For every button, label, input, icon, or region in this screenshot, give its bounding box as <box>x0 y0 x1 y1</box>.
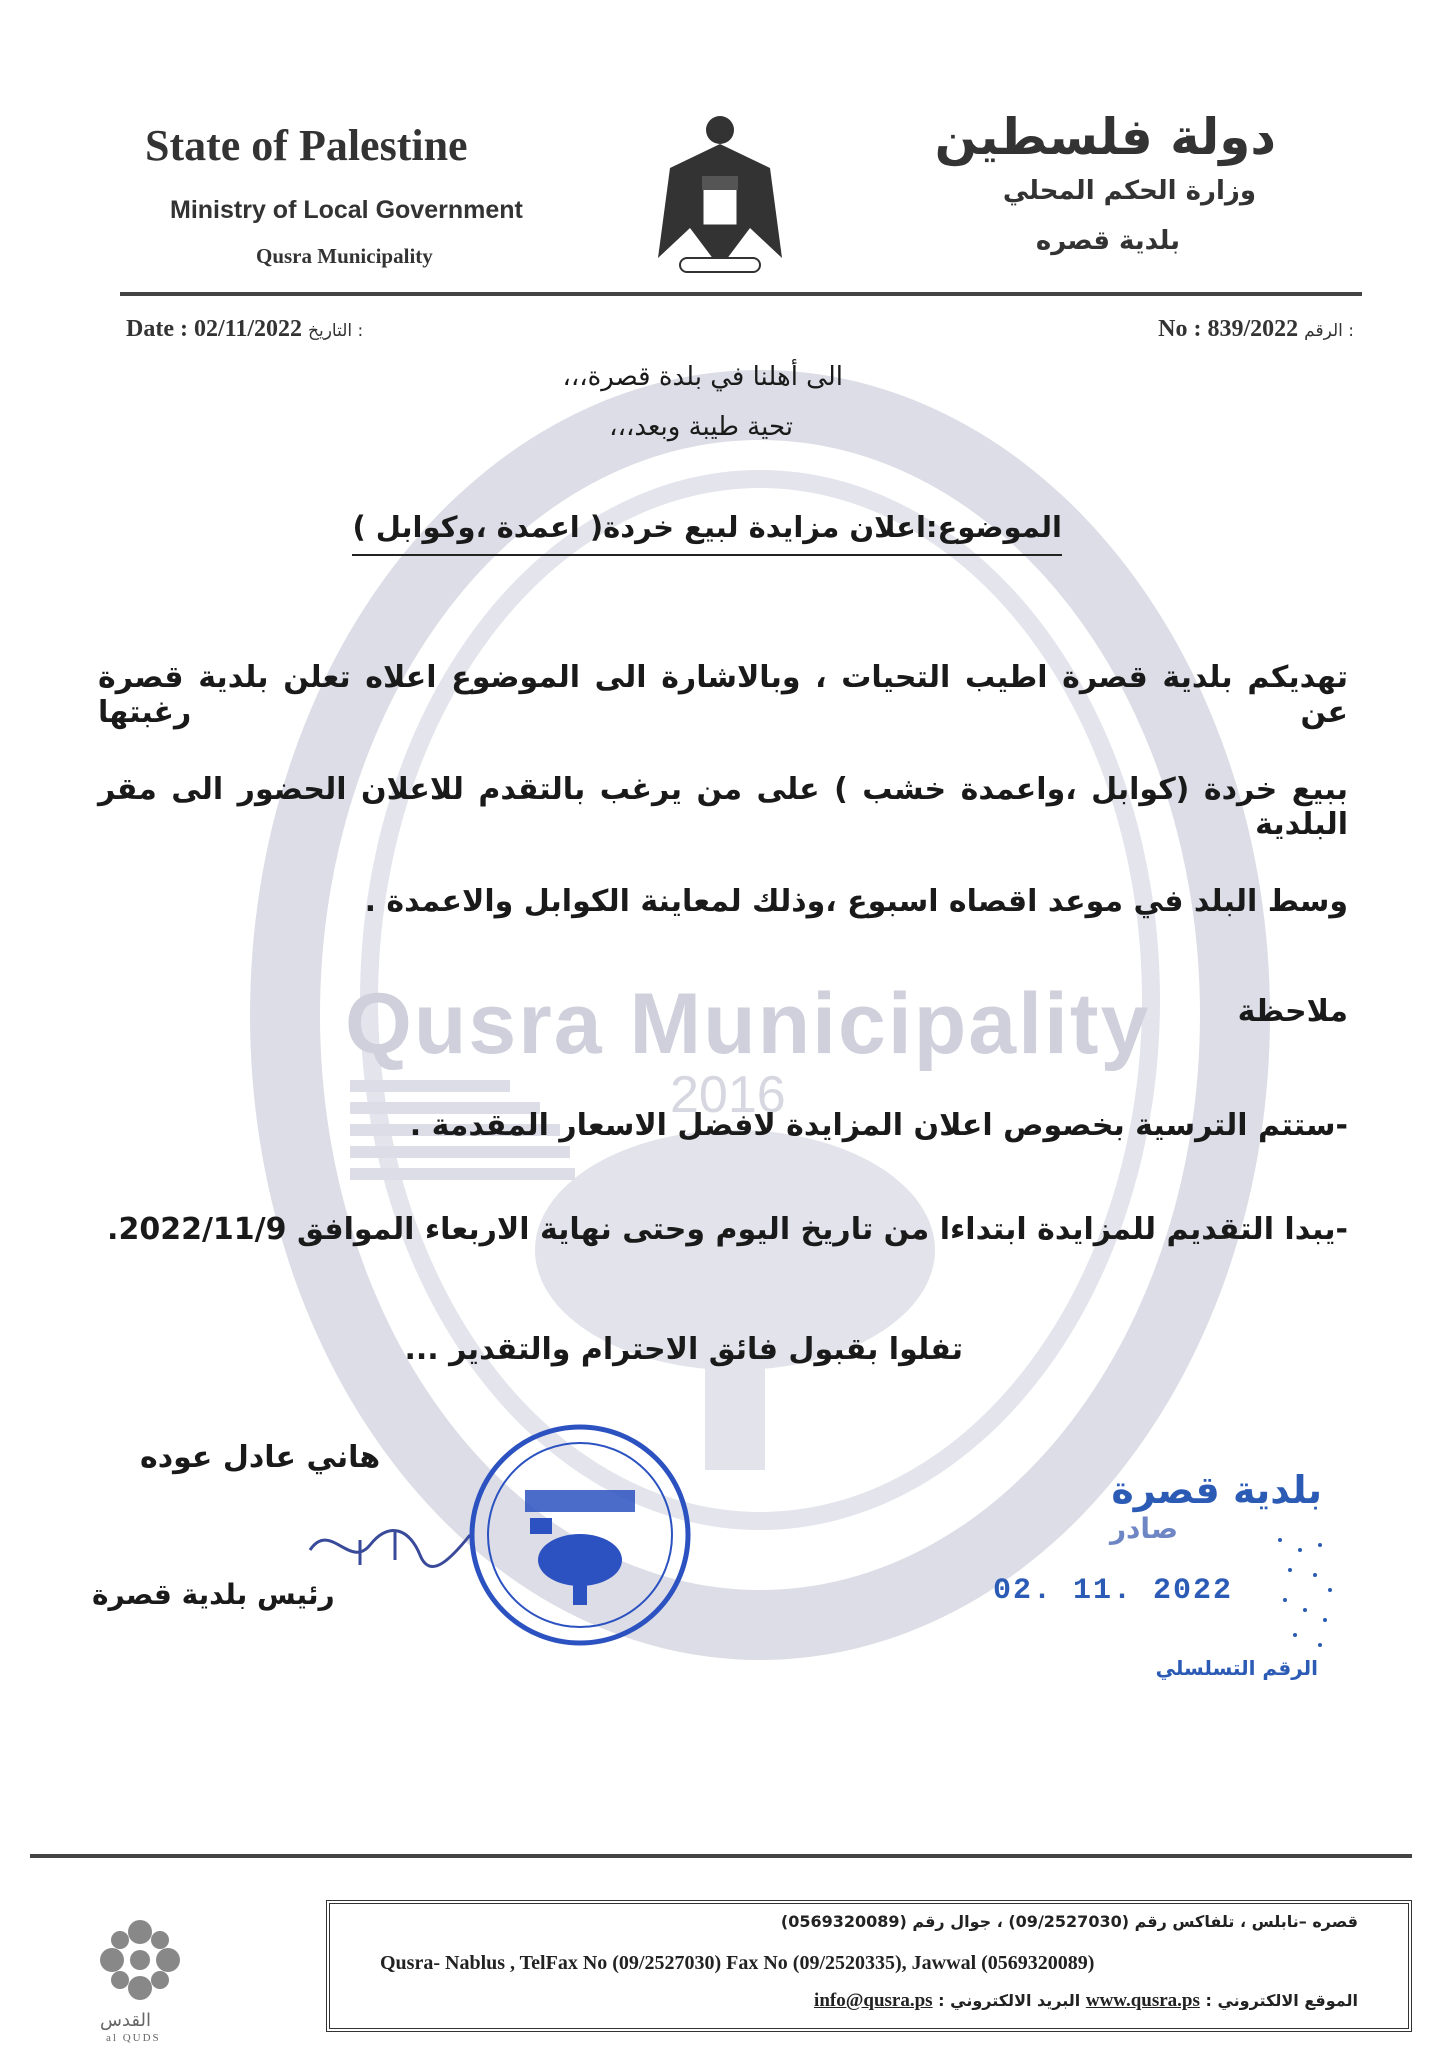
footer-web-label: الموقع الالكتروني : <box>1205 1991 1358 2010</box>
greeting-line-1: الى أهلنا في بلدة قصرة،،، <box>562 362 843 392</box>
al-quds-logo-ar: القدس <box>100 2010 152 2031</box>
footer-email-link[interactable]: info@qusra.ps <box>814 1990 933 2011</box>
stamp-right-date: 02. 11. 2022 <box>992 1574 1233 1608</box>
letter-subject: الموضوع:اعلان مزايدة لبيع خردة( اعمدة ،وكوابل ) <box>352 510 1062 556</box>
header-ar-title: دولة فلسطين <box>934 108 1276 166</box>
footer-line-en: Qusra- Nablus , TelFax No (09/2527030) Fax No (09/2520335), Jawwal (0569320089) <box>380 1952 1095 1974</box>
al-quds-logo-icon <box>90 1910 190 2010</box>
body-paragraph-1: تهديكم بلدية قصرة اطيب التحيات ، وبالاشارة الى الموضوع اعلاه تعلن بلدية قصرة عن رغبتها <box>98 660 1348 730</box>
note-item-1: -ستتم الترسية بخصوص اعلان المزايدة لافضل الاسعار المقدمة . <box>409 1108 1348 1143</box>
stamp-right-serial: الرقم التسلسلي <box>1155 1656 1318 1680</box>
watermark-name: Qusra Municipality <box>345 976 1151 1072</box>
signer-title: رئيس بلدية قصرة <box>92 1578 335 1611</box>
al-quds-logo-en: al QUDS <box>106 2032 161 2044</box>
footer-website-link[interactable]: www.qusra.ps <box>1085 1990 1200 2011</box>
header-en-title: State of Palestine <box>145 121 468 170</box>
header-ar-ministry: وزارة الحكم المحلي <box>1002 176 1256 206</box>
greeting-line-2: تحية طيبة وبعد،،، <box>609 412 793 442</box>
watermark-year: 2016 <box>670 1066 786 1124</box>
body-paragraph-2: ببيع خردة (كوابل ،واعمدة خشب ) على من يرغب بالتقدم للاعلان الحضور الى مقر البلدية <box>98 772 1348 842</box>
header-ar-municipality: بلدية قصره <box>1035 226 1180 256</box>
stamp-right-sader: صادر <box>1109 1512 1178 1545</box>
stamp-dots <box>1270 1530 1340 1660</box>
footer-web-line <box>814 1990 1358 2012</box>
number-line <box>1158 316 1354 343</box>
body-paragraph-3: وسط البلد في موعد اقصاه اسبوع ،وذلك لمعاينة الكوابل والاعمدة . <box>364 884 1348 919</box>
header-en-ministry: Ministry of Local Government <box>170 196 523 224</box>
date-line <box>126 316 363 343</box>
header-divider <box>120 292 1362 296</box>
handwritten-signature <box>300 1510 480 1580</box>
note-label: ملاحظة <box>1237 994 1348 1029</box>
number-label-ar: الرقم : <box>1304 321 1354 341</box>
note-item-2: -يبدا التقديم للمزايدة ابتداءا من تاريخ اليوم وحتى نهاية الاربعاء الموافق 2022/11/9. <box>107 1212 1348 1247</box>
footer-line-ar: قصره –نابلس ، تلفاكس رقم (09/2527030) ، جوال رقم (0569320089) <box>780 1912 1358 1931</box>
signer-name: هاني عادل عوده <box>140 1440 381 1475</box>
date-label-ar: التاريخ : <box>307 321 364 341</box>
footer-divider <box>30 1854 1412 1858</box>
stamp-right-label: بلدية قصرة <box>1111 1468 1322 1512</box>
official-stamp <box>465 1420 695 1650</box>
footer-email-label: البريد الالكتروني : <box>938 1991 1081 2010</box>
header-en-municipality: Qusra Municipality <box>256 244 433 268</box>
number-value: No : 839/2022 <box>1158 316 1299 342</box>
date-value: Date : 02/11/2022 <box>126 316 302 342</box>
closing-line: تفلوا بقبول فائق الاحترام والتقدير ... <box>404 1332 963 1367</box>
eagle-emblem-icon <box>650 108 790 278</box>
